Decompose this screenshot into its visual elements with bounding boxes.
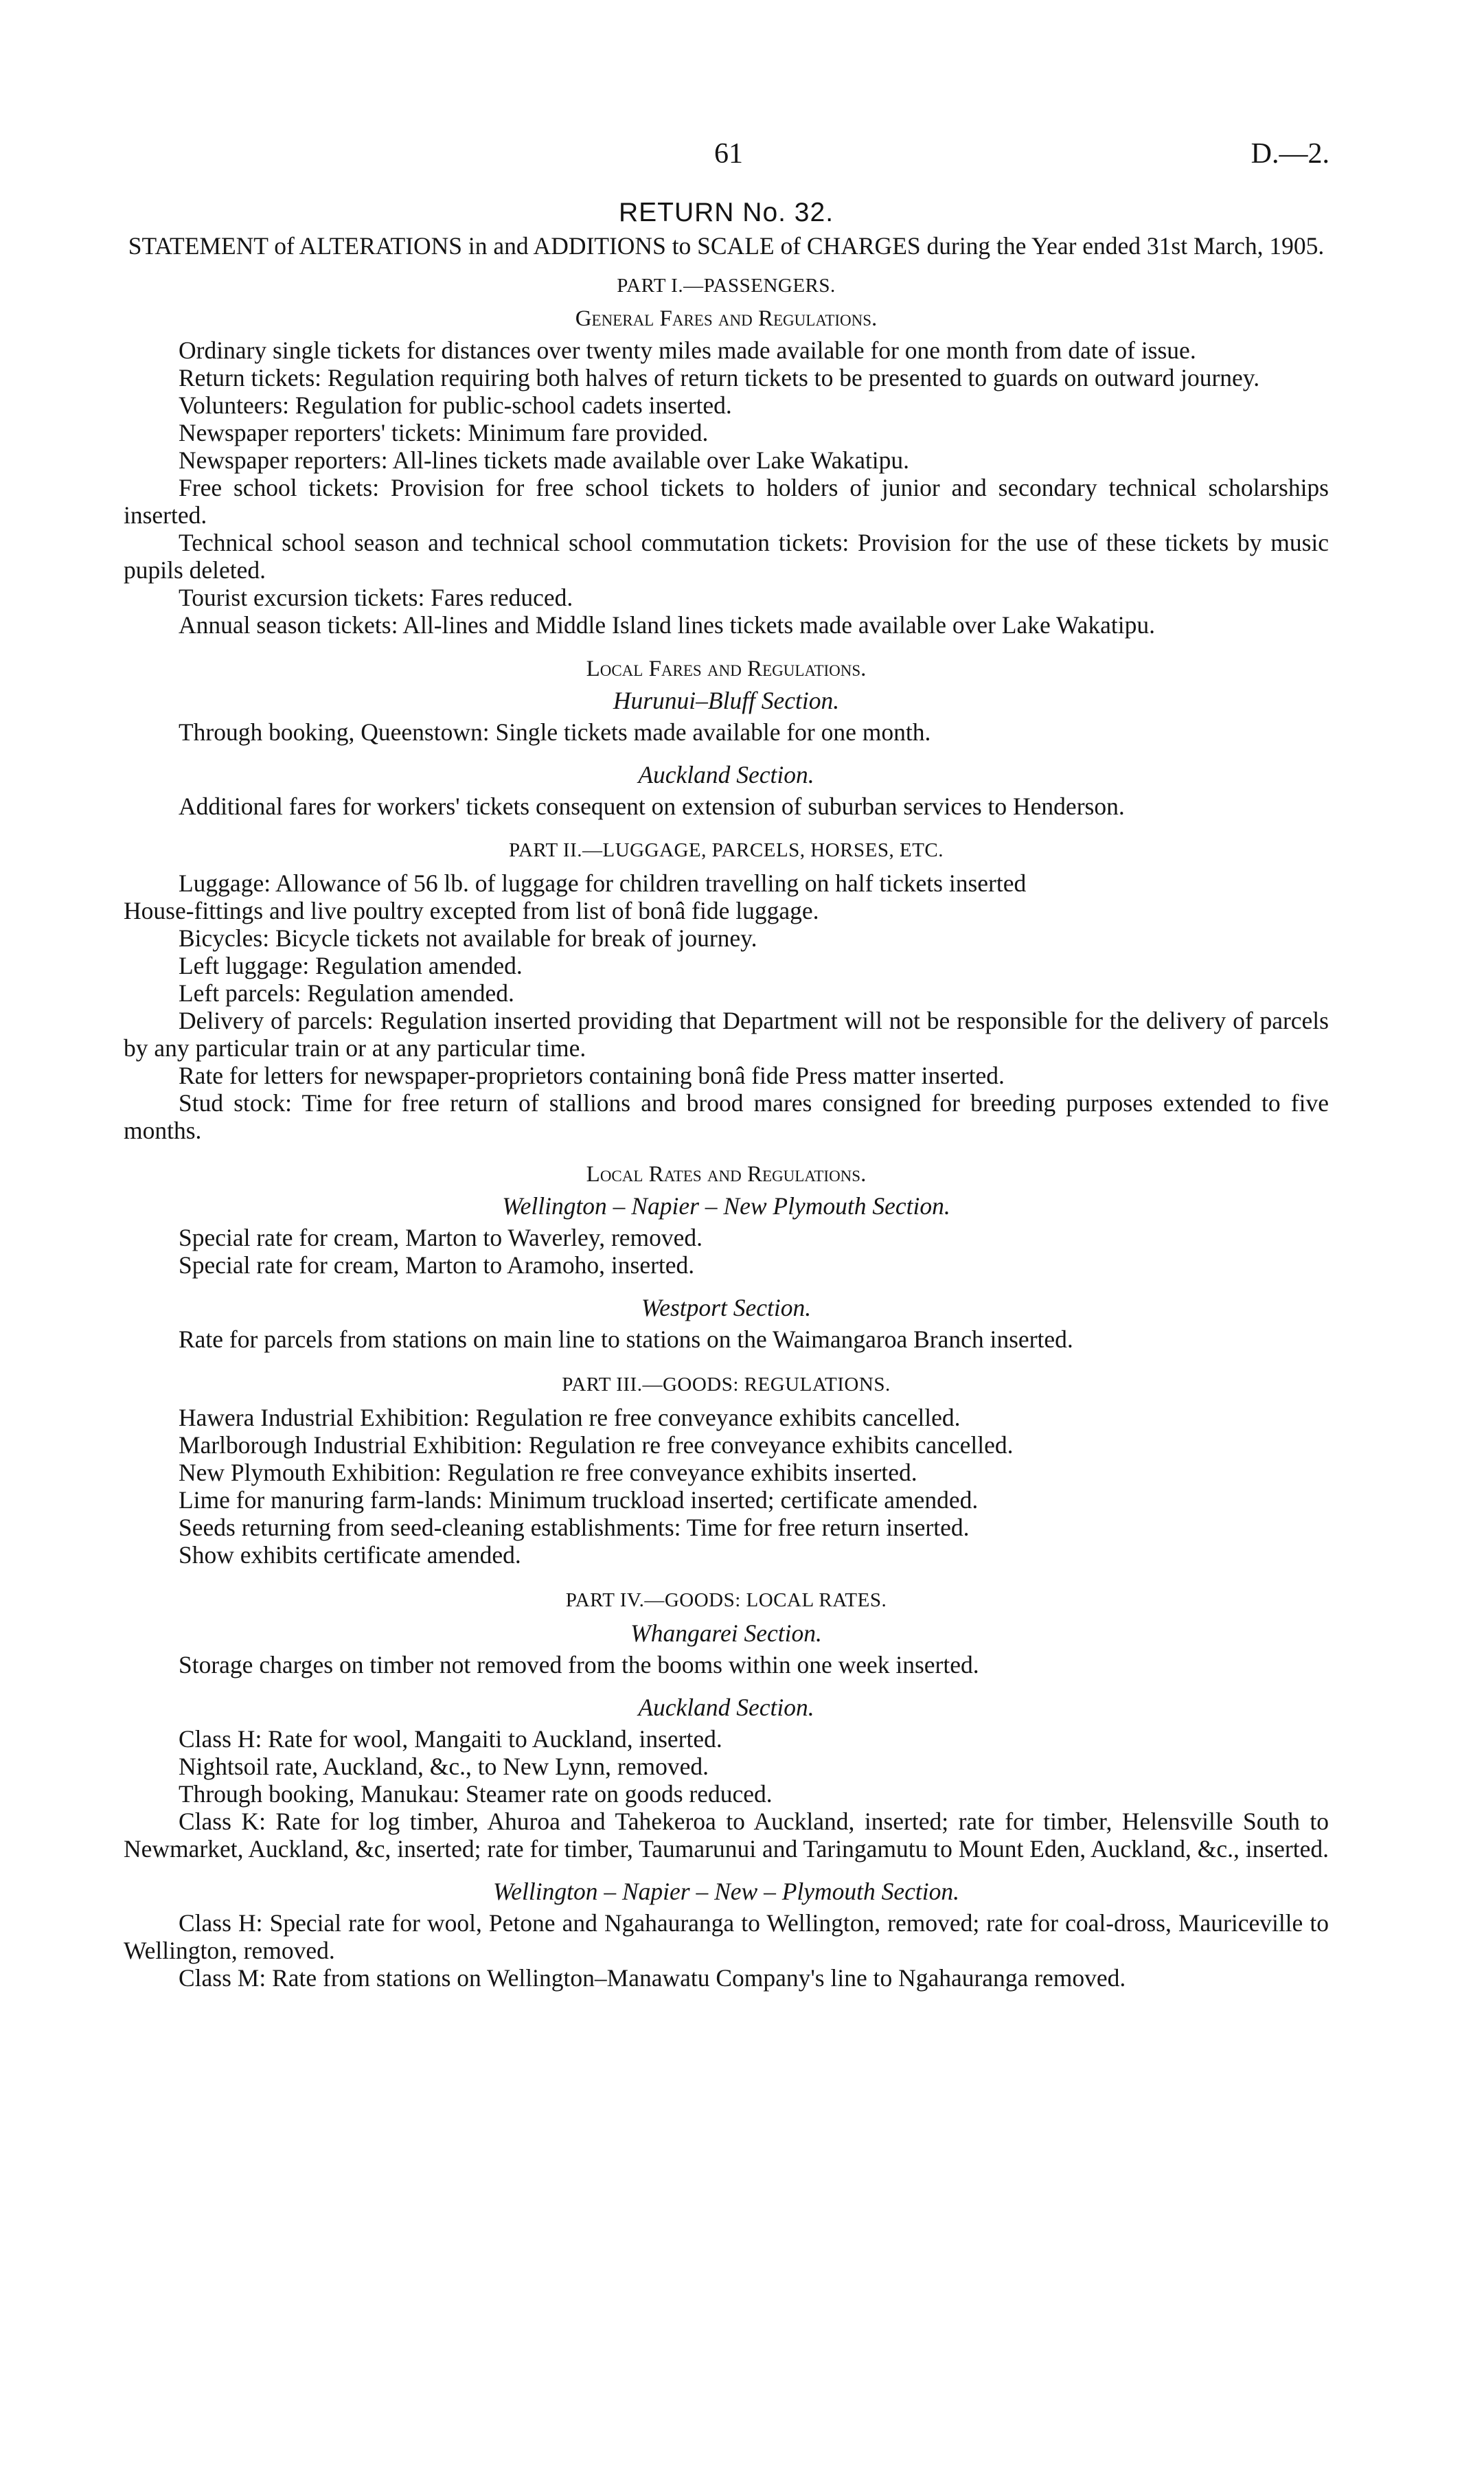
general-fares-heading: General Fares and Regulations. — [575, 306, 878, 331]
list-item: Special rate for cream, Marton to Aramoho, inserted. — [179, 1251, 695, 1279]
part-4-heading: PART IV.—GOODS: LOCAL RATES. — [565, 1589, 887, 1611]
return-title: RETURN No. 32. — [618, 198, 834, 227]
list-item: Luggage: Allowance of 56 lb. of luggage for children travelling on half tickets inserted — [179, 869, 1027, 897]
wnp-section-heading: Wellington – Napier – New Plymouth Section. — [502, 1192, 950, 1220]
list-item: Ordinary single tickets for distances over twenty miles made available for one month from date of issue. — [179, 337, 1196, 364]
list-item: Left parcels: Regulation amended. — [179, 979, 514, 1007]
luggage-list — [124, 869, 1329, 1144]
list-item: Left luggage: Regulation amended. — [179, 952, 523, 979]
statement-heading: STATEMENT of ALTERATIONS in and ADDITIONS to SCALE of CHARGES during the Year ended 31st March, 1905. — [128, 232, 1325, 260]
list-item: Rate for parcels from stations on main line to stations on the Waimangaroa Branch inserted. — [179, 1325, 1073, 1353]
list-item: Free school tickets: Provision for free school tickets to holders of junior and secondary technical scholarships inserted. — [124, 474, 1329, 529]
list-item: Newspaper reporters: All-lines tickets made available over Lake Wakatipu. — [179, 446, 910, 474]
list-item: Special rate for cream, Marton to Waverley, removed. — [179, 1224, 703, 1251]
westport-section-heading: Westport Section. — [641, 1294, 812, 1321]
list-item: Show exhibits certificate amended. — [179, 1541, 521, 1569]
list-item: Through booking, Queenstown: Single tickets made available for one month. — [179, 718, 931, 746]
list-item: Class H: Special rate for wool, Petone and Ngahauranga to Wellington, removed; rate for coal-dross, Mauriceville to Wellington, removed. — [124, 1909, 1329, 1964]
list-item: Class M: Rate from stations on Wellington–Manawatu Company's line to Ngahauranga removed. — [179, 1964, 1126, 1992]
list-item: Rate for letters for newspaper-proprietors containing bonâ fide Press matter inserted. — [179, 1062, 1005, 1089]
document-body — [124, 199, 1329, 1992]
list-item: Class K: Rate for log timber, Ahuroa and Tahekeroa to Auckland, inserted; rate for timber, Helensville South to Newmarket, Auckland, &c, inserted; rate for timber, Taumarunui and Taringamutu to Mount Eden, Auckland, &c., inserted. — [124, 1808, 1329, 1863]
goods-regulations-list — [124, 1404, 1329, 1569]
local-fares-heading: Local Fares and Regulations. — [586, 657, 867, 681]
list-item: Stud stock: Time for free return of stallions and brood mares consigned for breeding purposes extended to five months. — [124, 1089, 1329, 1144]
list-item: Bicycles: Bicycle tickets not available for break of journey. — [179, 924, 757, 952]
list-item: New Plymouth Exhibition: Regulation re free conveyance exhibits inserted. — [179, 1459, 917, 1486]
list-item: Delivery of parcels: Regulation inserted providing that Department will not be responsible for the delivery of parcels by any particular train or at any particular time. — [124, 1007, 1329, 1062]
list-item: Annual season tickets: All-lines and Middle Island lines tickets made available over Lake Wakatipu. — [179, 611, 1156, 639]
list-item: Volunteers: Regulation for public-school cadets inserted. — [179, 391, 732, 419]
part-1-heading: PART I.—PASSENGERS. — [617, 275, 836, 297]
list-item: Newspaper reporters' tickets: Minimum fare provided. — [179, 419, 709, 446]
list-item: Tourist excursion tickets: Fares reduced. — [179, 584, 573, 611]
list-item: Nightsoil rate, Auckland, &c., to New Lynn, removed. — [179, 1753, 709, 1780]
list-item: Lime for manuring farm-lands: Minimum truckload inserted; certificate amended. — [179, 1486, 979, 1514]
page-number: 61 — [714, 138, 743, 170]
local-rates-heading: Local Rates and Regulations. — [586, 1162, 867, 1187]
wnp-goods-section-heading: Wellington – Napier – New – Plymouth Section. — [492, 1878, 960, 1905]
list-item: Seeds returning from seed-cleaning establishments: Time for free return inserted. — [179, 1514, 970, 1541]
list-item: Through booking, Manukau: Steamer rate on goods reduced. — [179, 1780, 773, 1808]
general-fares-list — [124, 337, 1329, 639]
list-item: Return tickets: Regulation requiring both halves of return tickets to be presented to guards on outward journey. — [179, 364, 1260, 391]
hurunui-section-heading: Hurunui–Bluff Section. — [613, 687, 840, 714]
list-item: Additional fares for workers' tickets consequent on extension of suburban services to Henderson. — [179, 793, 1125, 820]
list-item: House-fittings and live poultry excepted from list of bonâ fide luggage. — [124, 897, 819, 924]
document-reference: D.—2. — [1251, 138, 1329, 170]
list-item: Storage charges on timber not removed from the booms within one week inserted. — [179, 1651, 979, 1678]
auckland-section-heading: Auckland Section. — [638, 761, 814, 788]
list-item: Class H: Rate for wool, Mangaiti to Auckland, inserted. — [179, 1725, 722, 1753]
auckland-goods-section-heading: Auckland Section. — [638, 1694, 814, 1721]
page-header — [0, 137, 1484, 185]
part-2-heading: PART II.—LUGGAGE, PARCELS, HORSES, ETC. — [508, 839, 944, 861]
list-item: Technical school season and technical school commutation tickets: Provision for the use of these tickets by music pupils deleted. — [124, 529, 1329, 584]
list-item: Hawera Industrial Exhibition: Regulation re free conveyance exhibits cancelled. — [179, 1404, 961, 1431]
part-3-heading: PART III.—GOODS: REGULATIONS. — [562, 1374, 891, 1396]
list-item: Marlborough Industrial Exhibition: Regulation re free conveyance exhibits cancelled. — [179, 1431, 1014, 1459]
whangarei-section-heading: Whangarei Section. — [630, 1619, 822, 1647]
